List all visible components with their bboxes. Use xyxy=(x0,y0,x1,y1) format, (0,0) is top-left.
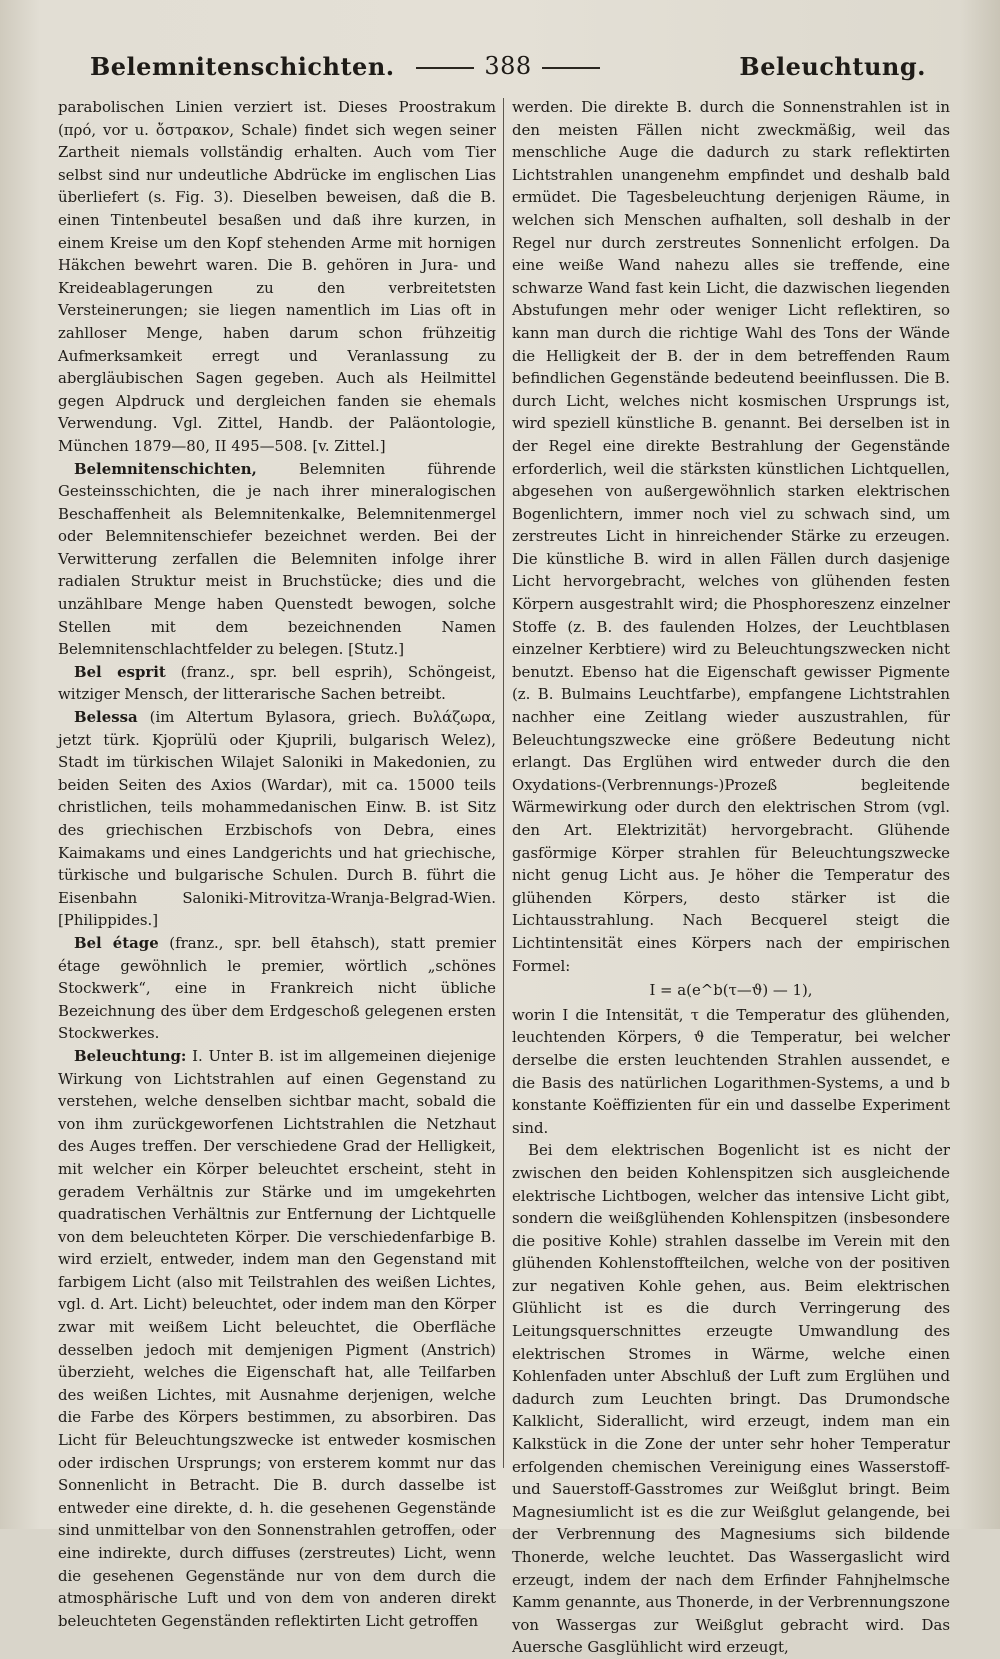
header-dash-right xyxy=(542,67,600,69)
paragraph-bogenlicht: Bei dem elektrischen Bogenlicht ist es nicht der zwischen den beiden Kohlenspitzen sich ausgleichende elektrische Lichtbogen, welcher das intensive Licht gibt, sondern die weißglühenden Kohlenspitzen (insbesondere die positive Kohle) strahlen dasselbe im Verein mit den glühenden Kohlenstoffteilchen, welche von der positiven zur negativen Kohle gehen, aus. Beim elektrischen Glühlicht ist es die durch Verringerung des Leitungsquerschnittes erzeugte Umwandlung des elektrischen Stromes in Wärme, welche einen Kohlenfaden unter Abschluß der Luft zum Erglühen und dadurch zum Leuchten bringt. Das Drumondsche Kalklicht, Siderallicht, wird erzeugt, indem man ein Kalkstück in die Zone der unter sehr hoher Temperatur erfolgenden chemischen Vereinigung eines Wasserstoff- und Sauerstoff-Gasstromes zur Weißglut bringt. Beim Magnesiumlicht ist es die zur Weißglut gelangende, bei der Verbrennung des Magnesiums sich bildende Thonerde, welche leuchtet. Das Wassergaslicht wird erzeugt, indem der nach dem Erfinder Fahnjhelmsche Kamm genannte, aus Thonerde, in der Verbrennungszone von Wassergas zur Weißglut gebracht wird. Das Auersche Gasglühlicht wird erzeugt, xyxy=(512,1141,950,1657)
entry-text: (franz., spr. bell ētahsch), statt premier étage gewöhnlich le premier, wörtlich „schönes Stockwerk“, eine in Frankreich nicht übliche Bezeichnung des über dem Erdgeschoß gelegenen ersten Stockwerkes. xyxy=(58,933,497,1043)
header-right-title: Beleuchtung. xyxy=(739,52,926,81)
right-column xyxy=(512,96,950,1657)
entry-belessa xyxy=(58,706,496,932)
paragraph-belemniten-end: parabolischen Linien verziert ist. Dieses Proostrakum (πρό, vor u. ὄστρακον, Schale) findet sich wegen seiner Zartheit niemals vollständig erhalten. Auch vom Tier selbst sind nur undeutliche Abdrücke im englischen Lias überliefert (s. Fig. 3). Dieselben beweisen, daß die B. einen Tintenbeutel besaßen und daß ihre kurzen, in einem Kreise um den Kopf stehenden Arme mit hornigen Häkchen bewehrt waren. Die B. gehören in Jura- und Kreideablagerungen zu den verbreitetsten Versteinerungen; sie liegen namentlich im Lias oft in zahlloser Menge, haben darum schon frühzeitig Aufmerksamkeit erregt und Veranlassung zu abergläubischen Sagen gegeben. Auch als Heilmittel gegen Alpdruck und dergleichen fanden sie ehemals Verwendung. Vgl. Zittel, Handb. der Paläontologie, München 1879—80, II 495—508. [v. Zittel.] xyxy=(58,98,496,455)
entry-text: Belemniten führende Gesteinsschichten, die je nach ihrer mineralogischen Beschaffenheit als Belemnitenkalke, Belemnitenmergel oder Belemnitenschiefer bezeichnet werden. Bei der Verwitterung zerfallen die Belemniten infolge ihrer radialen Struktur meist in Bruchstücke; dies und die unzählbare Menge haben Quenstedt bewogen, solche Stellen mit dem bezeichnenden Namen Belemnitenschlachtfelder zu belegen. [Stutz.] xyxy=(58,459,496,659)
header-left-title: Belemnitenschichten. xyxy=(90,52,395,81)
column-divider xyxy=(503,98,504,1468)
entry-text: (im Altertum Bylasora, griech. Βυλάζωρα, jetzt türk. Kjoprülü oder Kjuprili, bulgarisch Welez), Stadt im türkischen Wilajet Saloniki in Makedonien, zu beiden Seiten des Axios (Wardar), mit ca. 15000 teils christlichen, teils mohammedanischen Einw. B. ist Sitz des griechischen Erzbischofs von Debra, eines Kaimakams und eines Landgerichts und hat griechische, türkische und bulgarische Schulen. Durch B. führt die Eisenbahn Saloniki-Mitrovitza-Wranja-Belgrad-Wien. [Philippides.] xyxy=(58,708,496,930)
entry-headword: Bel esprit xyxy=(74,662,166,681)
entry-bel-esprit xyxy=(58,661,496,706)
header-dash-left xyxy=(416,67,474,69)
entry-text: I. Unter B. ist im allgemeinen diejenige Wirkung von Lichtstrahlen auf einen Gegenstand zu verstehen, welche denselben sichtbar macht, sobald die von ihm zurückgeworfenen Lichtstrahlen die Netzhaut des Auges treffen. Der verschiedene Grad der Helligkeit, mit welcher ein Körper beleuchtet erscheint, steht in geradem Verhältnis zur Stärke und im umgekehrten quadratischen Verhältnis zur Entfernung der Lichtquelle von dem beleuchteten Körper. Die verschiedenfarbige B. wird erzielt, entweder, indem man den Gegenstand mit farbigem Licht (also mit Teilstrahlen des weißen Lichtes, vgl. d. Art. Licht) beleuchtet, oder indem man den Körper zwar mit weißem Licht beleuchtet, die Oberfläche desselben jedoch mit demjenigen Pigment (Anstrich) überzieht, welches die Eigenschaft hat, alle Teilfarben des weißen Lichtes, mit Ausnahme derjenigen, welche die Farbe des Körpers bestimmen, zu absorbiren. Das Licht für Beleuchtungszwecke ist entweder kosmischen oder irdischen Ursprungs; von ersterem kommt nur das Sonnenlicht in Betracht. Die B. durch dasselbe ist entweder eine direkte, d. h. die gesehenen Gegenstände sind unmittelbar von den Sonnenstrahlen getroffen, oder eine indirekte, durch diffuses (zerstreutes) Licht, wenn die gesehenen Gegenstände nur von dem durch die atmosphärische Luft und von dem von anderen direkt beleuchteten Gegenständen reflektirten Licht getroffen xyxy=(58,1046,496,1630)
entry-headword: Beleuchtung: xyxy=(74,1046,187,1065)
becquerel-formula: I = a(e^b(τ—ϑ) — 1), xyxy=(649,981,813,1000)
entry-headword: Bel étage xyxy=(74,933,159,952)
entry-headword: Belessa xyxy=(74,708,138,727)
page-number: 388 xyxy=(484,52,532,80)
entry-belemnitenschichten xyxy=(58,458,496,661)
entry-beleuchtung xyxy=(58,1045,496,1632)
entry-text: (franz., spr. bell esprih), Schöngeist, witziger Mensch, der litterarische Sachen betreibt. xyxy=(58,662,496,704)
paragraph-beleuchtung-continued: werden. Die direkte B. durch die Sonnenstrahlen ist in den meisten Fällen nicht zweckmäßig, weil das menschliche Auge die dadurch zu stark reflektirten Lichtstrahlen unangenehm empfindet und deshalb bald ermüdet. Die Tagesbeleuchtung derjenigen Räume, in welchen sich Menschen aufhalten, soll deshalb in der Regel nur durch zerstreutes Sonnenlicht erfolgen. Da eine weiße Wand nahezu alles sie treffende, eine schwarze Wand fast kein Licht, die dazwischen liegenden Abstufungen mehr oder weniger Licht reflektiren, so kann man durch die richtige Wahl des Tons der Wände die Helligkeit der B. der in dem betreffenden Raum befindlichen Gegenstände bedeutend beeinflussen. Die B. durch Licht, welches nicht kosmischen Ursprungs ist, wird speziell künstliche B. genannt. Bei derselben ist in der Regel eine direkte Bestrahlung der Gegenstände erforderlich, weil die stärksten künstlichen Lichtquellen, abgesehen von außergewöhnlich starken elektrischen Bogenlichtern, immer noch viel zu schwach sind, um zerstreutes Licht in hinreichender Stärke zu erzeugen. Die künstliche B. wird in allen Fällen durch dasjenige Licht hervorgebracht, welches von glühenden festen Körpern ausgestrahlt wird; die Phosphoreszenz einzelner Stoffe (z. B. des faulenden Holzes, der Leuchtblasen einzelner Kerbtiere) wird zu Beleuchtungszwecken nicht benutzt. Ebenso hat die Eigenschaft gewisser Pigmente (z. B. Bulmains Leuchtfarbe), empfangene Lichtstrahlen nachher eine Zeitlang wieder auszustrahlen, für Beleuchtungszwecke eine größere Bedeutung nicht erlangt. Das Erglühen wird entweder durch die den Oxydations-(Verbrennungs-)Prozeß begleitende Wärmewirkung oder durch den elektrischen Strom (vgl. den Art. Elektrizität) hervorgebracht. Glühende gasförmige Körper strahlen für Beleuchtungszwecke nicht genug Licht aus. Je höher die Temperatur des glühenden Körpers, desto stärker ist die Lichtausstrahlung. Nach Becquerel steigt die Lichtintensität eines Körpers nach der empirischen Formel: xyxy=(512,98,950,975)
entry-headword: Belemnitenschichten, xyxy=(74,459,257,478)
left-column xyxy=(58,96,497,1630)
running-header xyxy=(90,52,926,92)
paragraph-formula-explanation: worin I die Intensität, τ die Temperatur des glühenden, leuchtenden Körpers, ϑ die Temperatur, bei welcher derselbe die ersten leuchtenden Strahlen aussendet, e die Basis des natürlichen Logarithmen-Systems, a und b konstante Koëffizienten für ein und dasselbe Experiment sind. xyxy=(512,1005,950,1137)
entry-bel-etage xyxy=(58,932,496,1045)
